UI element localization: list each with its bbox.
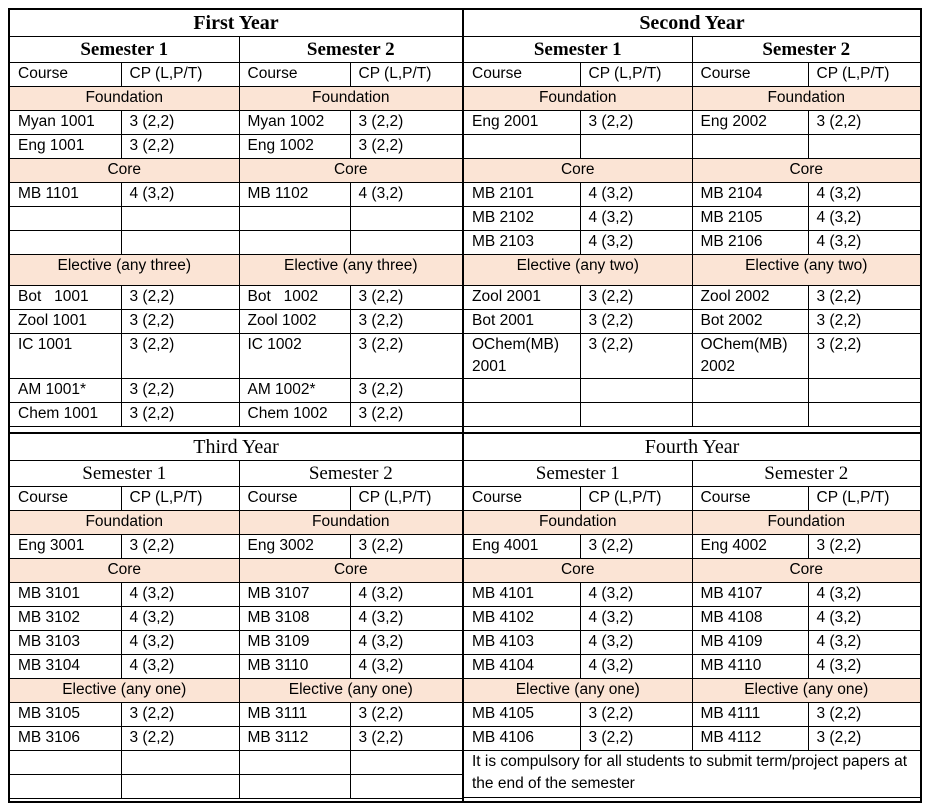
column-header: CP (L,P/T) <box>350 63 462 87</box>
table-row <box>10 231 462 255</box>
table-row: MB 2103 4 (3,2) MB 2106 4 (3,2) <box>464 231 920 255</box>
column-header: CP (L,P/T) <box>121 63 239 87</box>
table-row: MB 2101 4 (3,2) MB 2104 4 (3,2) <box>464 183 920 207</box>
section-label: Core <box>692 159 920 183</box>
section-label: Core <box>239 159 462 183</box>
table-row <box>10 775 462 799</box>
section-label: Foundation <box>464 87 692 111</box>
column-header: Course <box>692 63 808 87</box>
column-header: Course <box>692 487 808 511</box>
section-label: Foundation <box>239 511 462 535</box>
table-row: MB 3102 4 (3,2) MB 3108 4 (3,2) <box>10 607 462 631</box>
year-title: Third Year <box>10 434 462 461</box>
column-header: CP (L,P/T) <box>350 487 462 511</box>
table-row: Eng 3001 3 (2,2) Eng 3002 3 (2,2) <box>10 535 462 559</box>
column-header: CP (L,P/T) <box>121 487 239 511</box>
table-row <box>10 207 462 231</box>
section-label: Foundation <box>10 511 239 535</box>
column-header: Course <box>239 63 350 87</box>
section-label: Elective (any two) <box>464 255 692 286</box>
curriculum-table <box>8 8 922 803</box>
table-row: Myan 1001 3 (2,2) Myan 1002 3 (2,2) <box>10 111 462 135</box>
table-row: AM 1001* 3 (2,2) AM 1002* 3 (2,2) <box>10 379 462 403</box>
semester-title: Semester 2 <box>239 37 462 63</box>
section-label: Elective (any one) <box>464 679 692 703</box>
table-row <box>10 751 462 775</box>
semester-title: Semester 2 <box>239 461 462 487</box>
semester-title: Semester 1 <box>10 461 239 487</box>
third-year-block <box>10 434 464 801</box>
first-year-block <box>10 10 464 434</box>
table-row: MB 4101 4 (3,2) MB 4107 4 (3,2) <box>464 583 920 607</box>
table-row: MB 4102 4 (3,2) MB 4108 4 (3,2) <box>464 607 920 631</box>
table-row <box>464 135 920 159</box>
section-label: Foundation <box>692 511 920 535</box>
section-label: Core <box>464 559 692 583</box>
table-row: Bot 2001 3 (2,2) Bot 2002 3 (2,2) <box>464 310 920 334</box>
section-label: Elective (any two) <box>692 255 920 286</box>
fourth-year-block <box>464 434 920 801</box>
table-row: MB 4104 4 (3,2) MB 4110 4 (3,2) <box>464 655 920 679</box>
section-label: Core <box>692 559 920 583</box>
table-row: MB 3105 3 (2,2) MB 3111 3 (2,2) <box>10 703 462 727</box>
table-row: IC 1001 3 (2,2) IC 1002 3 (2,2) <box>10 334 462 379</box>
table-row: Eng 2001 3 (2,2) Eng 2002 3 (2,2) <box>464 111 920 135</box>
section-label: Elective (any three) <box>239 255 462 286</box>
column-header: Course <box>464 63 580 87</box>
year-title: Fourth Year <box>464 434 920 461</box>
column-header: CP (L,P/T) <box>808 487 920 511</box>
year-title: Second Year <box>464 10 920 37</box>
column-header: CP (L,P/T) <box>580 487 692 511</box>
section-label: Foundation <box>239 87 462 111</box>
table-row <box>464 379 920 403</box>
table-row: Zool 2001 3 (2,2) Zool 2002 3 (2,2) <box>464 286 920 310</box>
table-row: Chem 1001 3 (2,2) Chem 1002 3 (2,2) <box>10 403 462 427</box>
section-label: Foundation <box>692 87 920 111</box>
column-header: Course <box>464 487 580 511</box>
table-row: MB 4105 3 (2,2) MB 4111 3 (2,2) <box>464 703 920 727</box>
section-label: Core <box>10 559 239 583</box>
table-row: Eng 4001 3 (2,2) Eng 4002 3 (2,2) <box>464 535 920 559</box>
table-row <box>464 403 920 427</box>
section-label: Core <box>239 559 462 583</box>
table-row: MB 4103 4 (3,2) MB 4109 4 (3,2) <box>464 631 920 655</box>
second-year-block <box>464 10 920 434</box>
table-row: MB 3104 4 (3,2) MB 3110 4 (3,2) <box>10 655 462 679</box>
section-label: Elective (any one) <box>239 679 462 703</box>
table-row: Zool 1001 3 (2,2) Zool 1002 3 (2,2) <box>10 310 462 334</box>
semester-title: Semester 2 <box>692 461 920 487</box>
section-label: Foundation <box>10 87 239 111</box>
semester-title: Semester 1 <box>464 461 692 487</box>
column-header: Course <box>10 63 121 87</box>
semester-title: Semester 1 <box>464 37 692 63</box>
section-label: Core <box>464 159 692 183</box>
section-label: Elective (any one) <box>692 679 920 703</box>
table-row: MB 4106 3 (2,2) MB 4112 3 (2,2) <box>464 727 920 751</box>
semester-title: Semester 1 <box>10 37 239 63</box>
table-row: MB 3101 4 (3,2) MB 3107 4 (3,2) <box>10 583 462 607</box>
table-row: MB 3103 4 (3,2) MB 3109 4 (3,2) <box>10 631 462 655</box>
compulsory-note: It is compulsory for all students to submit term/project papers at the end of the semester <box>464 751 920 798</box>
section-label: Foundation <box>464 511 692 535</box>
section-label: Core <box>10 159 239 183</box>
semester-title: Semester 2 <box>692 37 920 63</box>
year-title: First Year <box>10 10 462 37</box>
table-row: Bot 1001 3 (2,2) Bot 1002 3 (2,2) <box>10 286 462 310</box>
column-header: CP (L,P/T) <box>808 63 920 87</box>
column-header: CP (L,P/T) <box>580 63 692 87</box>
table-row: Eng 1001 3 (2,2) Eng 1002 3 (2,2) <box>10 135 462 159</box>
table-row: MB 1101 4 (3,2) MB 1102 4 (3,2) <box>10 183 462 207</box>
table-row: MB 3106 3 (2,2) MB 3112 3 (2,2) <box>10 727 462 751</box>
section-label: Elective (any one) <box>10 679 239 703</box>
column-header: Course <box>10 487 121 511</box>
section-label: Elective (any three) <box>10 255 239 286</box>
table-row: MB 2102 4 (3,2) MB 2105 4 (3,2) <box>464 207 920 231</box>
table-row: OChem(MB) 2001 3 (2,2) OChem(MB) 2002 3 (2,2) <box>464 334 920 379</box>
column-header: Course <box>239 487 350 511</box>
